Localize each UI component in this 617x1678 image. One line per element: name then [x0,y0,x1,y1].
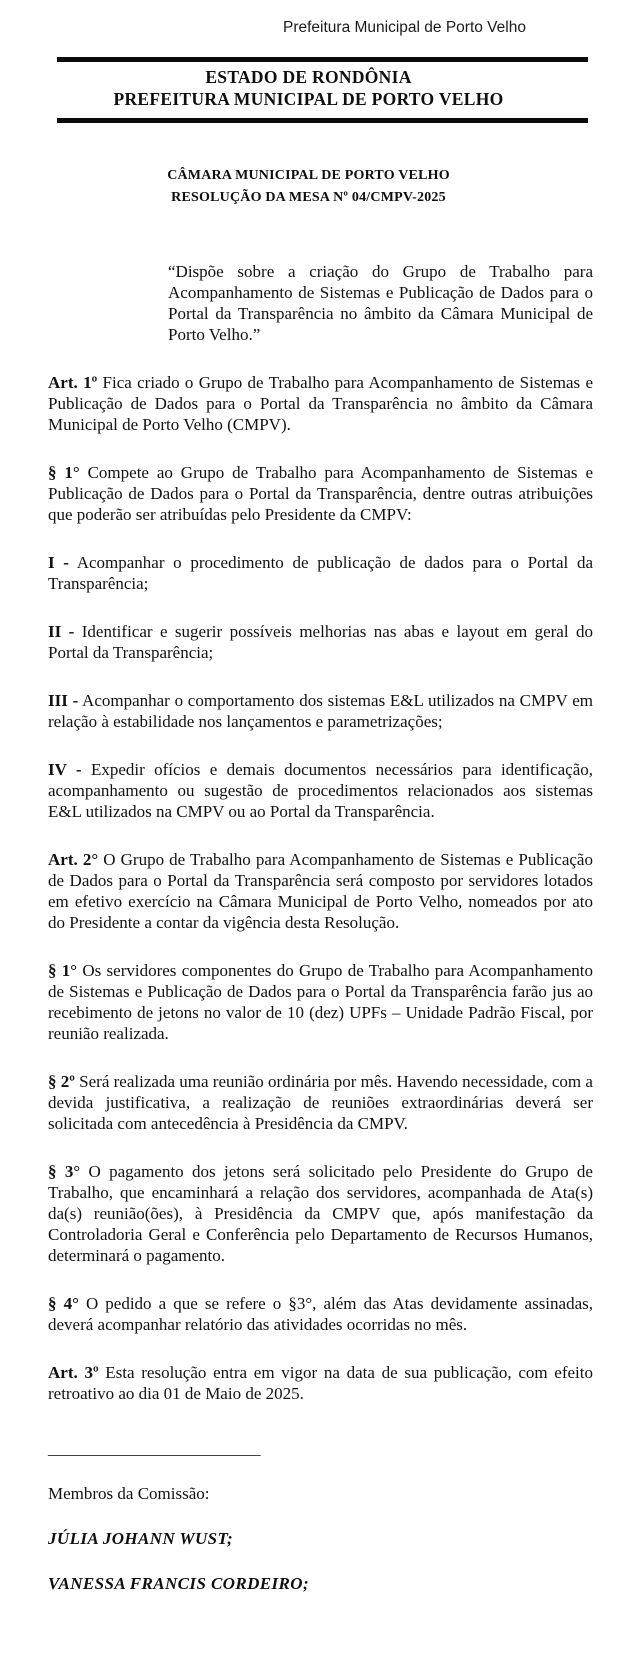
paragraph-art2-par-4 [48,1293,593,1335]
letterhead-rule-bottom [57,118,588,123]
paragraph-text: Fica criado o Grupo de Trabalho para Acompanhamento de Sistemas e Publicação de Dados para o Portal da Transparência no âmbito da Câmara Municipal de Porto Velho (CMPV). [48,373,593,434]
paragraph-lead: § 3° [48,1162,81,1181]
paragraph-lead: § 1° [48,463,80,482]
letterhead-rule-top [57,57,588,62]
committee-label: Membros da Comissão: [48,1484,210,1503]
paragraph-text: Os servidores componentes do Grupo de Trabalho para Acompanhamento de Sistemas e Publicação de Dados para o Portal da Transparência farão jus ao recebimento de jetons no valor de 10 (dez) UPFs – Unidade Padrão Fiscal, por reunião realizada. [48,961,593,1043]
paragraph-art-1 [48,372,593,435]
paragraph-text: Identificar e sugerir possíveis melhorias nas abas e layout em geral do Portal da Transparência; [48,622,593,662]
paragraph-item-ii [48,621,593,663]
paragraph-text: Compete ao Grupo de Trabalho para Acompanhamento de Sistemas e Publicação de Dados para o Portal da Transparência, dentre outras atribuições que poderão ser atribuídas pelo Presidente da CMPV: [48,463,593,524]
paragraph-lead: § 4° [48,1294,79,1313]
paragraph-art2-par-3 [48,1161,593,1266]
paragraph-lead: III - [48,691,79,710]
paragraph-art2-par-2 [48,1071,593,1134]
paragraph-lead: Art. 1º [48,373,98,392]
member-name: JÚLIA JOHANN WUST; [48,1529,234,1548]
paragraph-art-3 [48,1362,593,1404]
paragraph-lead: § 1° [48,961,78,980]
paragraph-lead: IV - [48,760,82,779]
member-name: VANESSA FRANCIS CORDEIRO; [48,1574,310,1593]
print-header-text: Prefeitura Municipal de Porto Velho [283,19,526,36]
epigraph: “Dispõe sobre a criação do Grupo de Trabalho para Acompanhamento de Sistemas e Publicação de Dados para o Portal da Transparência no âmbito da Câmara Municipal de Porto Velho.” [168,262,593,344]
document-header [0,165,617,209]
paragraph-text: Acompanhar o comportamento dos sistemas E&L utilizados na CMPV em relação à estabilidade nos lançamentos e parametrizações; [48,691,593,731]
document-body [48,372,593,1594]
paragraph-item-iii [48,690,593,732]
paragraph-text: Será realizada uma reunião ordinária por mês. Havendo necessidade, com a devida justificativa, a realização de reuniões extraordinárias deverá ser solicitada com antecedência à Presidência da CMPV. [48,1072,593,1133]
paragraph-lead: II - [48,622,75,641]
paragraph-lead: § 2º [48,1072,75,1091]
paragraph-text: Expedir ofícios e demais documentos necessários para identificação, acompanhamento ou sugestão de procedimentos relacionados aos sistemas E&L utilizados na CMPV ou ao Portal da Transparência. [48,760,593,821]
paragraph-lead: Art. 2° [48,850,99,869]
document-org-line: CÂMARA MUNICIPAL DE PORTO VELHO [167,168,450,183]
letterhead [0,66,617,110]
paragraph-text: Acompanhar o procedimento de publicação de dados para o Portal da Transparência; [48,553,593,593]
paragraph-lead: Art. 3º [48,1363,99,1382]
letterhead-state-line: ESTADO DE RONDÔNIA [205,67,412,87]
paragraph-text: O pagamento dos jetons será solicitado pelo Presidente do Grupo de Trabalho, que encaminhará a relação dos servidores, acompanhada de Ata(s) da(s) reunião(ões), à Presidência da CMPV que, após manifestação da Controladoria Geral e Conferência pelo Departamento de Recursos Humanos, determinará o pagamento. [48,1162,593,1265]
document-number-line: RESOLUÇÃO DA MESA Nº 04/CMPV-2025 [171,190,446,205]
paragraph-text: Esta resolução entra em vigor na data de sua publicação, com efeito retroativo ao dia 01 de Maio de 2025. [48,1363,593,1403]
paragraph-lead: I - [48,553,69,572]
paragraph-par-1 [48,462,593,525]
paragraph-item-i [48,552,593,594]
paragraph-item-iv [48,759,593,822]
paragraph-art2-par-1 [48,960,593,1044]
paragraph-text: O Grupo de Trabalho para Acompanhamento de Sistemas e Publicação de Dados para o Portal da Transparência será composto por servidores lotados em efetivo exercício na Câmara Municipal de Porto Velho, nomeados por ato do Presidente a contar da vigência desta Resolução. [48,850,593,932]
paragraph-art-2 [48,849,593,933]
signature-line: _________________________ [48,1439,261,1458]
paragraph-text: O pedido a que se refere o §3°, além das Atas devidamente assinadas, deverá acompanhar relatório das atividades ocorridas no mês. [48,1294,593,1334]
letterhead-city-line: PREFEITURA MUNICIPAL DE PORTO VELHO [113,89,504,109]
